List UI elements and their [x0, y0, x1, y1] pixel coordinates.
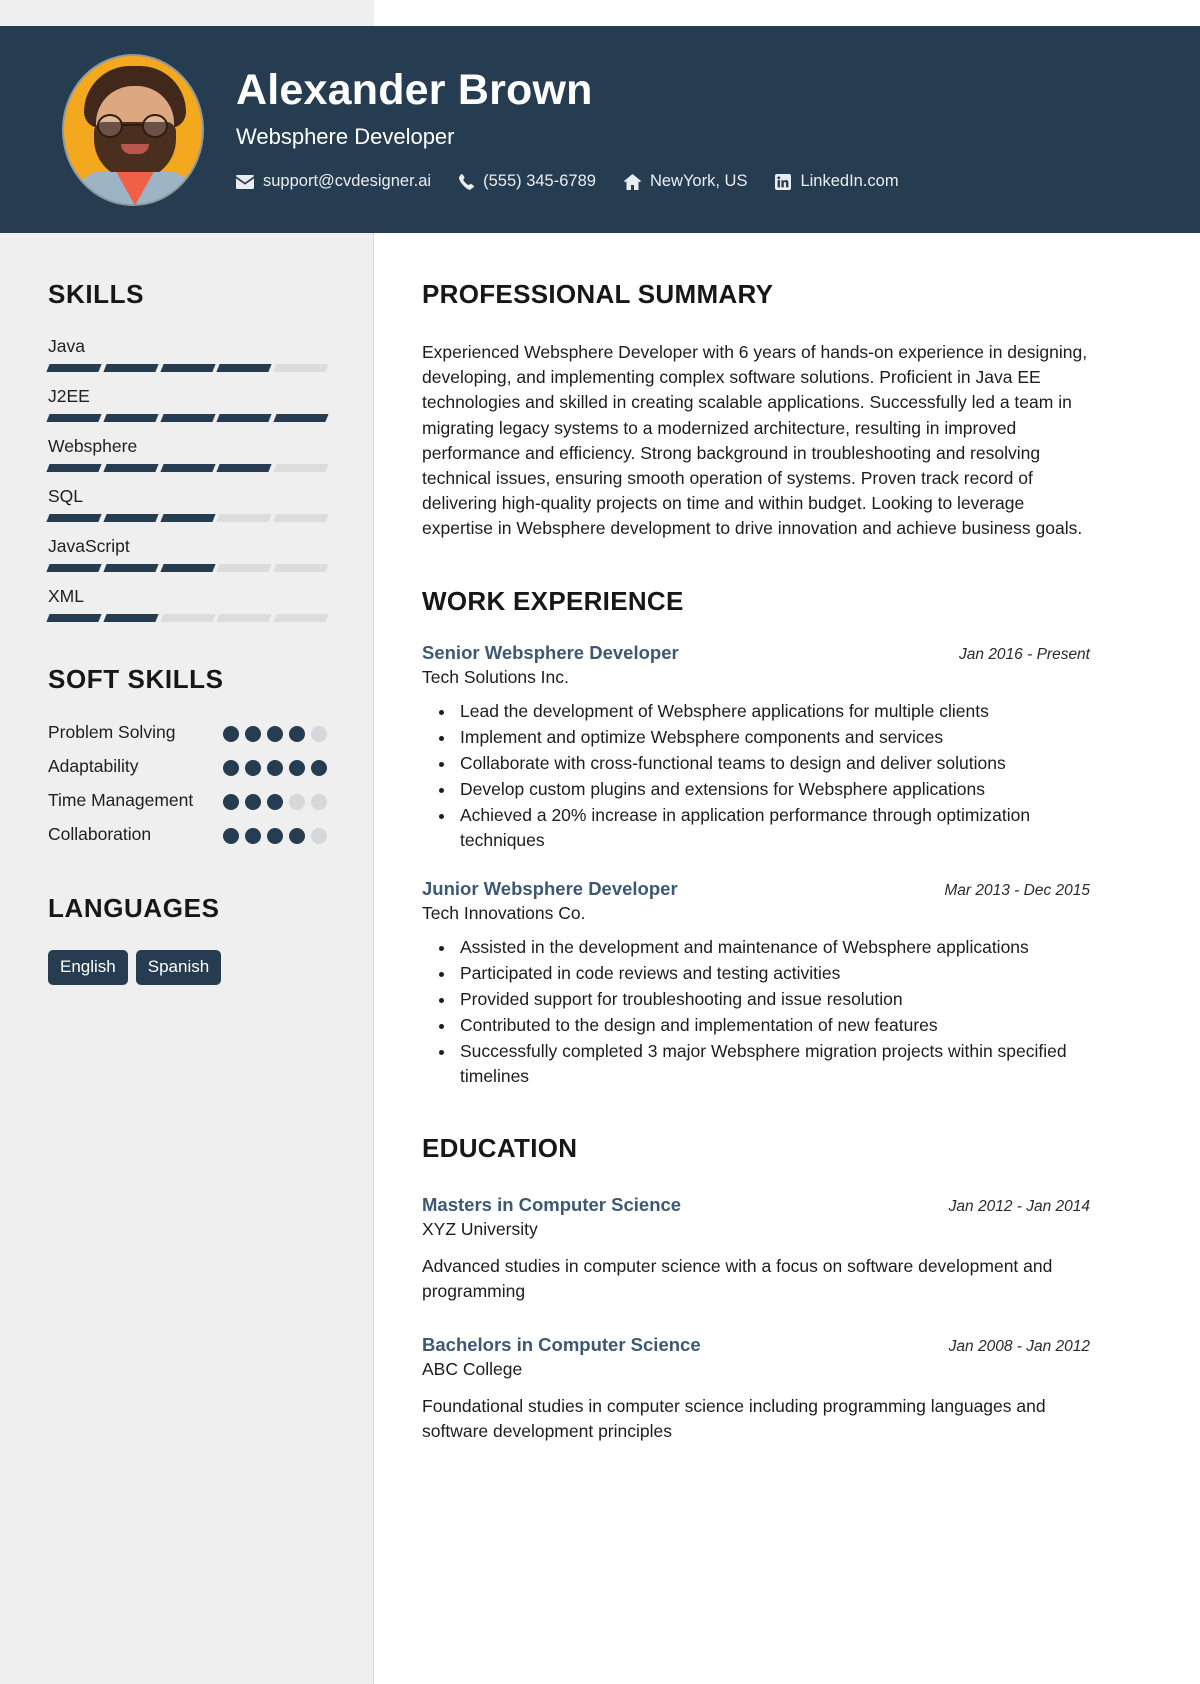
phone-icon	[459, 174, 474, 190]
rating-dot	[311, 726, 327, 742]
language-tag: English	[48, 950, 128, 985]
education-school: XYZ University	[422, 1218, 538, 1239]
rating-dot	[223, 726, 239, 742]
section-title-work-experience: WORK EXPERIENCE	[422, 585, 684, 616]
skills-list	[48, 336, 327, 622]
skill-segment	[217, 464, 272, 472]
education-date: Jan 2012 - Jan 2014	[948, 1197, 1090, 1215]
skill-label: Java	[48, 336, 85, 356]
experience-bullets	[456, 935, 1090, 1089]
education-section	[422, 1133, 1090, 1445]
contact-linkedin[interactable]	[775, 172, 898, 191]
soft-skill-label: Time Management	[48, 790, 194, 810]
skill-segment	[46, 364, 101, 372]
contact-email[interactable]	[236, 172, 431, 191]
experience-title: Junior Websphere Developer	[422, 877, 678, 899]
section-title-soft-skills: SOFT SKILLS	[48, 664, 224, 694]
soft-skill-rating	[223, 823, 327, 844]
skill-segment	[274, 364, 329, 372]
skill-item	[48, 436, 327, 472]
education-description: Advanced studies in computer science with a focus on software development and programming	[422, 1255, 1053, 1301]
section-title-education: EDUCATION	[422, 1132, 578, 1163]
skill-segment	[217, 614, 272, 622]
skill-segment	[46, 564, 101, 572]
skill-segment	[103, 364, 158, 372]
rating-dot	[289, 828, 305, 844]
list-item: • Collaborate with cross-functional teams to design and deliver solutions	[456, 751, 1090, 776]
list-item: • Achieved a 20% increase in application performance through optimization techniques	[456, 803, 1090, 853]
skill-level-bar	[48, 514, 327, 522]
list-item: • Participated in code reviews and testing activities	[456, 961, 1090, 986]
soft-skill-label: Adaptability	[48, 756, 139, 776]
skill-label: XML	[48, 586, 84, 606]
list-item: • Provided support for troubleshooting and issue resolution	[456, 987, 1090, 1012]
rating-dot	[245, 794, 261, 810]
skill-segment	[160, 514, 215, 522]
soft-skill-item	[48, 789, 327, 815]
skill-segment	[160, 614, 215, 622]
rating-dot	[245, 828, 261, 844]
soft-skill-item	[48, 823, 327, 849]
rating-dot	[311, 760, 327, 776]
section-title-professional-summary: PROFESSIONAL SUMMARY	[422, 279, 774, 309]
skill-segment	[160, 414, 215, 422]
contact-linkedin-value: LinkedIn.com	[800, 172, 899, 191]
soft-skill-rating	[223, 789, 327, 810]
rating-dot	[267, 828, 283, 844]
skill-segment	[46, 614, 101, 622]
education-date: Jan 2008 - Jan 2012	[948, 1338, 1090, 1356]
rating-dot	[267, 760, 283, 776]
sidebar	[0, 233, 374, 1684]
rating-dot	[223, 760, 239, 776]
linkedin-icon	[775, 174, 791, 190]
contact-list	[236, 172, 899, 191]
list-item: • Successfully completed 3 major Websphere migration projects within specified timelines	[456, 1039, 1090, 1089]
skill-label: Websphere	[48, 436, 138, 456]
skill-segment	[217, 414, 272, 422]
soft-skills-section	[48, 664, 327, 849]
skill-segment	[217, 564, 272, 572]
rating-dot	[245, 726, 261, 742]
skill-segment	[274, 514, 329, 522]
skill-segment	[160, 564, 215, 572]
work-experience-section	[422, 586, 1090, 1089]
soft-skill-item	[48, 721, 327, 747]
rating-dot	[223, 828, 239, 844]
skill-segment	[160, 364, 215, 372]
skill-item	[48, 486, 327, 522]
experience-bullets	[456, 699, 1090, 853]
skill-segment	[46, 464, 101, 472]
contact-phone-value: (555) 345-6789	[483, 172, 596, 191]
languages-section	[48, 893, 327, 985]
skill-level-bar	[48, 464, 327, 472]
education-entry	[422, 1194, 1090, 1304]
soft-skill-label: Collaboration	[48, 824, 152, 844]
education-degree: Bachelors in Computer Science	[422, 1334, 701, 1356]
rating-dot	[311, 828, 327, 844]
professional-summary-text: Experienced Websphere Developer with 6 years of hands-on experience in designing, developing, and implementing complex software solutions. Proficient in Java EE technologies and skilled in creating scalable applications. Successfully led a team in migrating legacy systems to a modernized architecture, resulting in improved performance and efficiency. Strong background in troubleshooting and resolving technical issues, ensuring smooth operation of systems. Proven track record of delivering high-quality projects on time and within budget. Looking to leverage expertise in Websphere development to drive innovation and achieve business goals.	[422, 342, 1088, 539]
skill-label: SQL	[48, 486, 84, 506]
experience-entry	[422, 642, 1090, 853]
contact-email-value: support@cvdesigner.ai	[263, 172, 432, 191]
skill-item	[48, 536, 327, 572]
contact-phone[interactable]	[459, 172, 596, 191]
rating-dot	[311, 794, 327, 810]
education-entry	[422, 1334, 1090, 1444]
language-tag: Spanish	[136, 950, 221, 985]
skill-segment	[103, 614, 158, 622]
list-item: • Assisted in the development and maintenance of Websphere applications	[456, 935, 1090, 960]
rating-dot	[245, 760, 261, 776]
resume-body	[0, 233, 1200, 1684]
list-item: • Implement and optimize Websphere components and services	[456, 725, 1090, 750]
envelope-icon	[236, 175, 254, 189]
skill-item	[48, 586, 327, 622]
contact-location[interactable]	[624, 172, 748, 191]
skill-segment	[217, 514, 272, 522]
rating-dot	[267, 794, 283, 810]
soft-skill-item	[48, 755, 327, 781]
skill-level-bar	[48, 414, 327, 422]
soft-skill-rating	[223, 721, 327, 742]
skill-segment	[274, 414, 329, 422]
experience-company: Tech Solutions Inc.	[422, 666, 569, 687]
rating-dot	[223, 794, 239, 810]
language-tag-list	[48, 950, 327, 985]
skill-segment	[103, 564, 158, 572]
experience-entry	[422, 878, 1090, 1089]
experience-company: Tech Innovations Co.	[422, 902, 586, 923]
candidate-role: Websphere Developer	[236, 124, 455, 150]
skill-segment	[103, 514, 158, 522]
home-icon	[624, 174, 641, 190]
skill-label: JavaScript	[48, 536, 130, 556]
rating-dot	[289, 760, 305, 776]
education-degree: Masters in Computer Science	[422, 1193, 682, 1215]
person-avatar-icon	[62, 54, 204, 206]
skill-label: J2EE	[48, 386, 90, 406]
candidate-name: Alexander Brown	[236, 65, 593, 114]
skill-segment	[217, 364, 272, 372]
soft-skill-rating	[223, 755, 327, 776]
rating-dot	[289, 726, 305, 742]
experience-date: Jan 2016 - Present	[959, 645, 1090, 663]
skill-segment	[274, 464, 329, 472]
skill-segment	[46, 414, 101, 422]
section-title-skills: SKILLS	[48, 279, 145, 309]
header-text-block	[236, 65, 899, 191]
skill-level-bar	[48, 364, 327, 372]
section-title-languages: LANGUAGES	[48, 893, 220, 923]
rating-dot	[267, 726, 283, 742]
rating-dot	[289, 794, 305, 810]
main-content	[374, 233, 1200, 1684]
skill-level-bar	[48, 564, 327, 572]
resume-header	[0, 26, 1200, 233]
skill-segment	[160, 464, 215, 472]
contact-location-value: NewYork, US	[649, 172, 748, 191]
skill-segment	[103, 464, 158, 472]
skill-level-bar	[48, 614, 327, 622]
experience-title: Senior Websphere Developer	[422, 641, 679, 663]
skill-segment	[103, 414, 158, 422]
education-description: Foundational studies in computer science including programming languages and software development principles	[422, 1396, 1046, 1442]
soft-skill-label: Problem Solving	[48, 722, 176, 742]
list-item: • Develop custom plugins and extensions for Websphere applications	[456, 777, 1090, 802]
skill-segment	[46, 514, 101, 522]
list-item: • Lead the development of Websphere applications for multiple clients	[456, 699, 1090, 724]
skill-item	[48, 386, 327, 422]
skill-item	[48, 336, 327, 372]
list-item: • Contributed to the design and implementation of new features	[456, 1013, 1090, 1038]
skill-segment	[274, 614, 329, 622]
experience-date: Mar 2013 - Dec 2015	[944, 881, 1090, 899]
skill-segment	[274, 564, 329, 572]
education-school: ABC College	[422, 1359, 523, 1380]
